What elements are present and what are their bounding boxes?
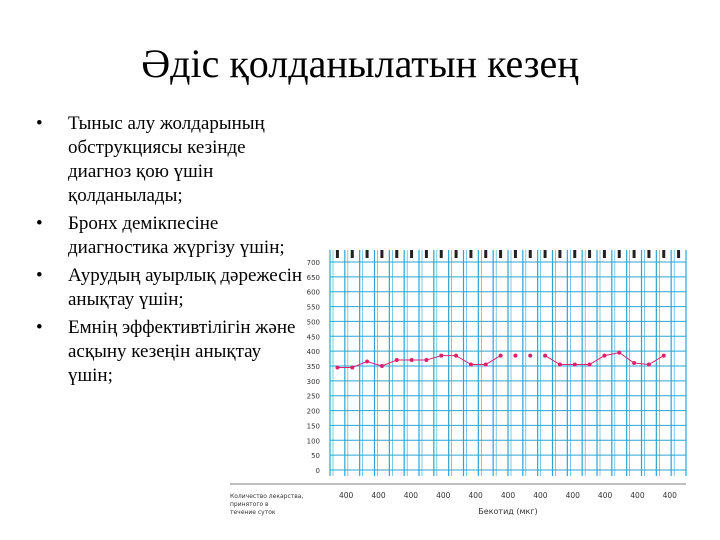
- bottom-value-label: 400: [597, 491, 613, 500]
- bottom-value-label: 400: [371, 491, 386, 500]
- bullet-text: Аурудың ауырлық дәрежесін анықтау үшін;: [68, 265, 303, 310]
- data-point: [543, 354, 547, 358]
- data-point: [602, 354, 606, 358]
- data-point: [469, 363, 473, 367]
- data-point: [439, 354, 443, 358]
- data-point: [617, 351, 621, 355]
- slide-title: Әдіс қолданылатын кезең: [141, 41, 579, 86]
- column-header-marker: [336, 250, 339, 258]
- y-tick-label: 150: [306, 422, 320, 431]
- column-header-marker: [366, 250, 369, 258]
- bullet-text: Бронх демікпесіне диагностика жүргізу үшін;: [68, 213, 285, 258]
- column-header-marker: [351, 250, 354, 258]
- column-header-marker: [573, 250, 576, 258]
- y-tick-label: 0: [315, 467, 320, 475]
- y-tick-label: 250: [306, 392, 320, 401]
- data-point: [573, 363, 577, 367]
- bottom-value-label: 400: [565, 491, 580, 500]
- column-header-marker: [618, 250, 621, 258]
- column-header-marker: [633, 250, 636, 258]
- data-point: [365, 360, 369, 364]
- column-header-marker: [484, 250, 487, 258]
- y-tick-label: 550: [306, 303, 320, 312]
- y-tick-label: 100: [306, 437, 320, 446]
- column-header-marker: [588, 250, 591, 258]
- data-point: [513, 354, 517, 358]
- bottom-value-label: 400: [662, 491, 677, 500]
- y-tick-label: 450: [306, 333, 320, 342]
- y-tick-label: 600: [306, 288, 320, 297]
- column-header-marker: [425, 250, 428, 258]
- bottom-value-label: 400: [500, 491, 516, 500]
- bullet-dot: •: [36, 113, 43, 134]
- bullet-dot: •: [36, 317, 43, 338]
- column-header-marker: [395, 250, 398, 258]
- column-header-marker: [677, 250, 680, 258]
- bullet-text: Емнің эффективтілігін және асқыну кезеңін анықтау үшін;: [68, 317, 296, 386]
- data-point: [380, 364, 384, 368]
- bullet-dot: •: [36, 213, 43, 234]
- data-point: [395, 358, 399, 362]
- bottom-value-label: 400: [468, 491, 483, 500]
- column-header-marker: [529, 250, 532, 258]
- data-point: [632, 361, 636, 365]
- data-point: [335, 365, 339, 369]
- data-point: [558, 363, 562, 367]
- y-tick-label: 650: [306, 273, 320, 282]
- column-header-marker: [647, 250, 650, 258]
- data-point: [410, 358, 414, 362]
- data-point: [528, 354, 532, 358]
- data-point: [662, 354, 666, 358]
- column-header-marker: [455, 250, 458, 258]
- bottom-value-label: 400: [436, 491, 451, 500]
- data-point: [484, 363, 488, 367]
- data-point: [588, 363, 592, 367]
- column-header-marker: [514, 250, 517, 258]
- bottom-value-label: 400: [339, 491, 354, 500]
- y-tick-label: 400: [306, 348, 320, 357]
- y-tick-label: 200: [306, 407, 320, 416]
- bullet-dot: •: [36, 265, 43, 286]
- data-point: [454, 354, 458, 358]
- column-header-marker: [380, 250, 383, 258]
- column-header-marker: [440, 250, 443, 258]
- data-point: [499, 354, 503, 358]
- column-header-marker: [499, 250, 502, 258]
- y-tick-label: 300: [306, 377, 320, 386]
- column-header-marker: [544, 250, 547, 258]
- column-header-marker: [410, 250, 413, 258]
- bottom-value-label: 400: [533, 491, 548, 500]
- data-point: [647, 363, 651, 367]
- left-caption: Количество лекарства, принятого в течение суток: [230, 493, 304, 516]
- y-tick-label: 50: [311, 452, 320, 461]
- bullet-item: [36, 112, 306, 208]
- y-tick-label: 500: [306, 318, 320, 327]
- data-point: [424, 358, 428, 362]
- bottom-caption: Бекотид (мкг): [478, 507, 538, 516]
- column-header-marker: [469, 250, 472, 258]
- column-header-marker: [603, 250, 606, 258]
- bottom-value-label: 400: [403, 491, 419, 500]
- bullet-text: Тыныс алу жолдарының обструкциясы кезінде диагноз қою үшін қолданылады;: [68, 113, 265, 206]
- peak-flow-chart: [230, 236, 700, 536]
- y-tick-label: 350: [306, 363, 320, 371]
- column-header-marker: [558, 250, 561, 258]
- y-tick-label: 700: [306, 259, 320, 267]
- data-point: [350, 365, 354, 369]
- bottom-value-label: 400: [630, 491, 645, 500]
- column-header-marker: [662, 250, 665, 258]
